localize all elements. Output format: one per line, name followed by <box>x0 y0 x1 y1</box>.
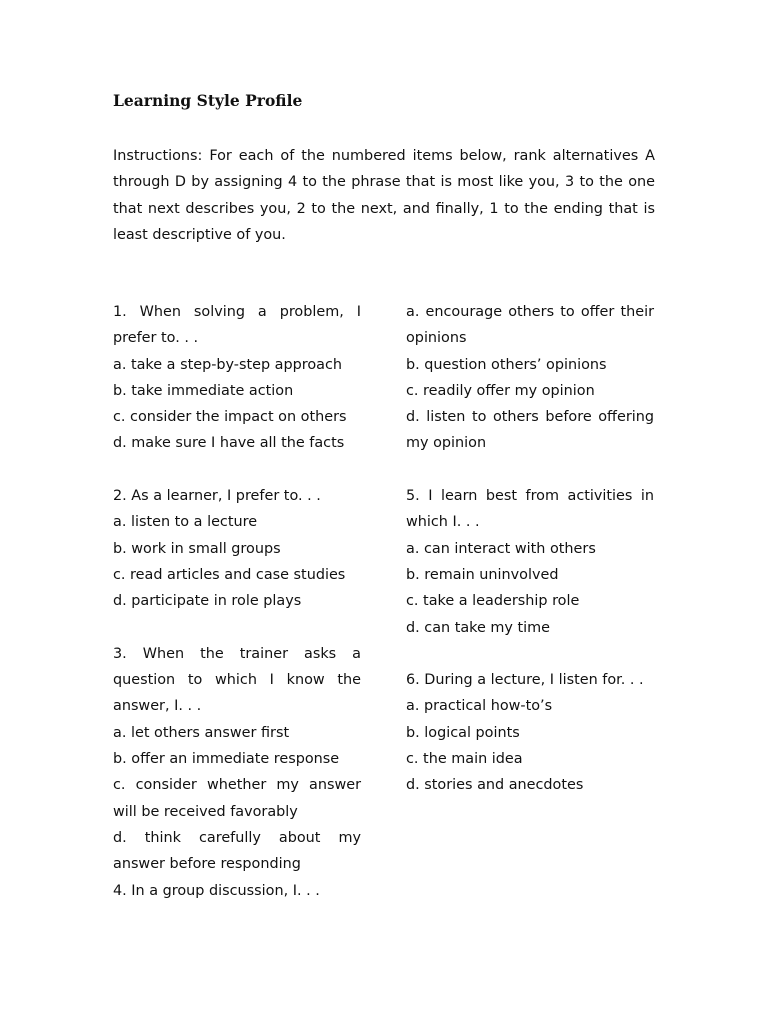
question-1-option-a: a. take a step-by-step approach <box>113 356 343 373</box>
question-6 <box>406 667 654 798</box>
question-4-option-b: b. question others’ opinions <box>406 356 607 373</box>
question-4 <box>113 878 361 904</box>
question-3 <box>113 641 361 878</box>
question-6-option-d: d. stories and anecdotes <box>406 777 584 794</box>
question-3-prompt: 3. When the trainer asks a question to which I know the answer, I. . . <box>113 645 361 715</box>
right-column <box>406 299 654 799</box>
spacer <box>113 457 361 483</box>
question-1 <box>113 299 361 457</box>
question-1-prompt: 1. When solving a problem, I prefer to. . . <box>113 304 361 347</box>
question-6-option-c: c. the main idea <box>406 751 523 768</box>
question-3-option-c: c. consider whether my answer will be received favorably <box>113 777 361 820</box>
question-5-option-a: a. can interact with others <box>406 540 596 557</box>
spacer <box>406 457 654 483</box>
question-2-option-d: d. participate in role plays <box>113 593 302 610</box>
question-4-prompt: 4. In a group discussion, I. . . <box>113 882 320 899</box>
spacer <box>406 641 654 667</box>
question-4-options <box>406 299 654 457</box>
question-5-option-d: d. can take my time <box>406 619 551 636</box>
left-column <box>113 299 361 904</box>
question-6-prompt: 6. During a lecture, I listen for. . . <box>406 672 644 689</box>
question-5-prompt: 5. I learn best from activities in which I. . . <box>406 488 654 531</box>
question-1-option-d: d. make sure I have all the facts <box>113 435 345 452</box>
question-4-option-a: a. encourage others to offer their opinions <box>406 304 654 347</box>
question-5 <box>406 483 654 641</box>
question-2-option-b: b. work in small groups <box>113 540 281 557</box>
question-1-option-c: c. consider the impact on others <box>113 409 347 426</box>
question-2-prompt: 2. As a learner, I prefer to. . . <box>113 488 321 505</box>
spacer <box>113 615 361 641</box>
question-5-option-c: c. take a leadership role <box>406 593 580 610</box>
question-2-option-a: a. listen to a lecture <box>113 514 258 531</box>
question-4-option-d: d. listen to others before offering my opinion <box>406 409 654 452</box>
page-title: Learning Style Profile <box>113 91 303 110</box>
question-6-option-b: b. logical points <box>406 724 520 741</box>
instructions-paragraph: Instructions: For each of the numbered items below, rank alternatives A through D by assigning 4 to the phrase that is most like you, 3 to the one that next describes you, 2 to the next, and finally, 1 to the ending that is least descriptive of you. <box>113 148 655 243</box>
question-5-option-b: b. remain uninvolved <box>406 566 559 583</box>
question-4-option-c: c. readily offer my opinion <box>406 382 595 399</box>
question-3-option-d: d. think carefully about my answer before responding <box>113 829 361 873</box>
question-1-option-b: b. take immediate action <box>113 382 294 399</box>
question-2 <box>113 483 361 614</box>
question-3-option-a: a. let others answer first <box>113 724 290 741</box>
question-6-option-a: a. practical how-to’s <box>406 698 553 715</box>
question-2-option-c: c. read articles and case studies <box>113 566 346 583</box>
question-3-option-b: b. offer an immediate response <box>113 751 340 768</box>
